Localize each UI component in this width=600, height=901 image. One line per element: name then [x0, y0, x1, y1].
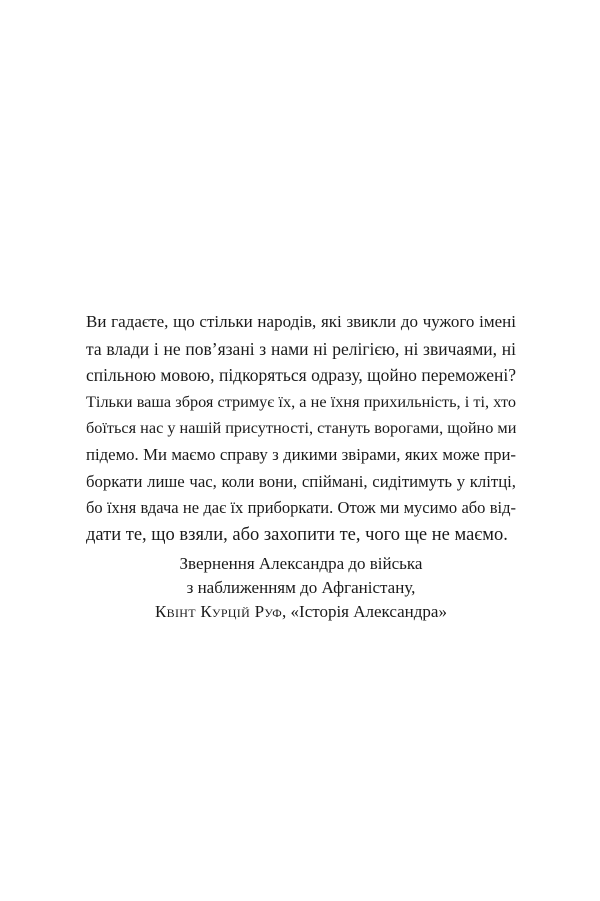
quote-line: боїться нас у нашій присутності, стануть ворогами, щойно ми: [86, 419, 517, 438]
quote-line: боркати лише час, коли вони, спіймані, сидітимуть у клітці,: [86, 471, 516, 491]
quote-line: Ви гадаєте, що стільки народів, які звикли до чужого імені: [86, 312, 516, 331]
quote-line: підемо. Ми маємо справу з дикими звірами, яких може при-: [86, 444, 516, 464]
quote-line: спільною мовою, підкоряться одразу, щойно переможені?: [86, 365, 516, 386]
quote-line: Тільки ваша зброя стримує їх, а не їхня прихильність, і ті, хто: [86, 392, 516, 411]
epigraph: [86, 309, 516, 624]
quote-line: бо їхня вдача не дає їх приборкати. Отож ми мусимо або від-: [86, 498, 516, 518]
attribution-line: Звернення Александра до війська: [179, 554, 423, 574]
author-name: Квінт Курцій Руф: [155, 602, 283, 622]
quote-line: та влади і не пов’язані з нами ні релігією, ні звичаями, ні: [86, 338, 516, 359]
attribution-line: з наближенням до Афганістану,: [186, 578, 416, 598]
attribution-source: [86, 600, 516, 624]
epigraph-quote: [86, 309, 516, 548]
epigraph-attribution: [86, 552, 516, 624]
work-title: «Історія Александра»: [290, 602, 447, 622]
attribution-separator: ,: [282, 602, 291, 622]
quote-line: дати те, що взяли, або захопити те, чого ще не маємо.: [86, 524, 508, 545]
